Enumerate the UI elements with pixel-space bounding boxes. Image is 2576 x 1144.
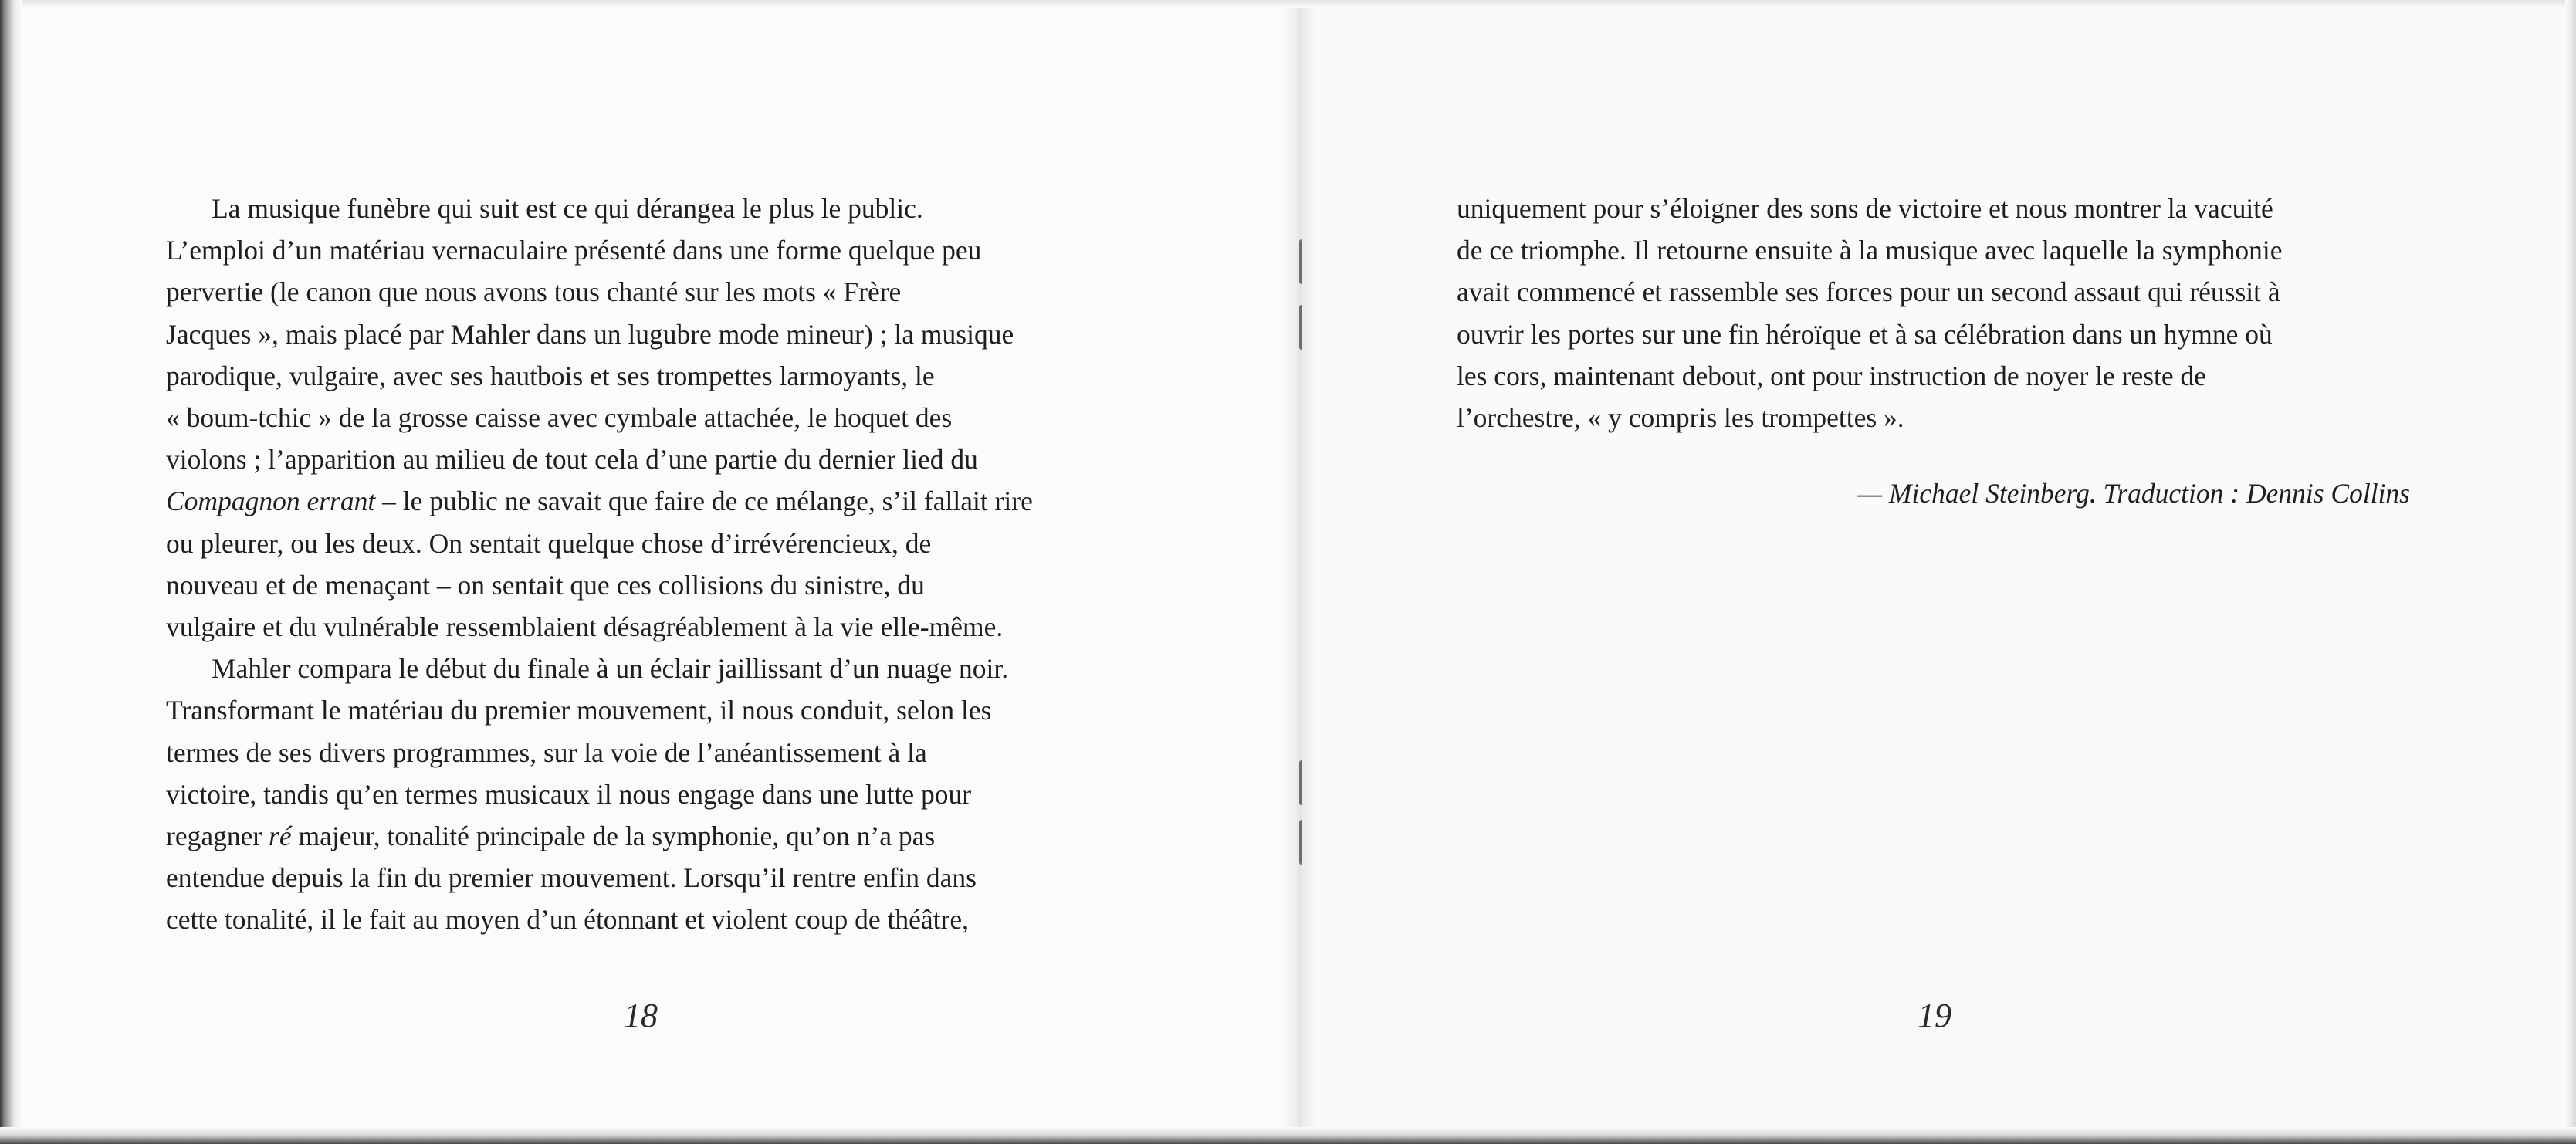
body-line: victoire, tandis qu’en termes musicaux il nous engage dans une lutte pour [166,778,972,810]
key-name: ré [269,821,292,852]
binding-gutter [1283,0,1317,1144]
scan-edge-top [0,0,2576,8]
body-line: pervertie (le canon que nous avons tous chanté sur les mots « Frère [166,276,902,308]
author-signature: — Michael Steinberg. Traduction : Dennis Collins [1857,478,2410,509]
right-page-body [1457,188,2460,438]
staple-top-lower [1299,305,1309,350]
body-line-start: regagner [166,821,262,852]
body-line: ouvrir les portes sur une fin héroïque et à sa célébration dans un hymne où [1457,318,2273,350]
body-line: vulgaire et du vulnérable ressemblaient désagréablement à la vie elle-même. [166,611,1004,643]
staple-top-upper [1299,239,1309,284]
body-line: uniquement pour s’éloigner des sons de victoire et nous montrer la vacuité [1457,193,2273,224]
body-line: parodique, vulgaire, avec ses hautbois et ses trompettes larmoyants, le [166,360,935,391]
body-line: avait commencé et rassemble ses forces pour un second assaut qui réussit à [1457,276,2280,308]
body-line: ou pleurer, ou les deux. On sentait quelque chose d’irrévérencieux, de [166,527,932,559]
body-line: L’emploi d’un matériau vernaculaire présenté dans une forme quelque peu [166,235,982,266]
right-page [1299,0,2576,1144]
body-line-with-key [166,815,1170,857]
left-page-body [166,188,1170,941]
scan-edge-bottom [0,1127,2576,1144]
body-line: La musique funèbre qui suit est ce qui dérangea le plus le public. [212,193,923,224]
body-line: Transformant le matériau du premier mouvement, il nous conduit, selon les [166,695,992,726]
body-line: entendue depuis la fin du premier mouvement. Lorsqu’il rentre enfin dans [166,862,977,894]
body-line: Jacques », mais placé par Mahler dans un lugubre mode mineur) ; la musique [166,318,1014,350]
body-line-with-title [166,480,1170,522]
body-line-rest: – le public ne savait que faire de ce mélange, s’il fallait rire [382,486,1033,517]
lied-title: Compagnon errant [166,486,376,517]
body-line: « boum-tchic » de la grosse caisse avec cymbale attachée, le hoquet des [166,402,953,434]
body-line: de ce triomphe. Il retourne ensuite à la musique avec laquelle la symphonie [1457,235,2283,266]
page-number-right: 19 [1918,997,1951,1034]
body-line: Mahler compara le début du finale à un éclair jaillissant d’un nuage noir. [212,653,1009,685]
scan-edge-left [0,0,22,1144]
body-line: termes de ses divers programmes, sur la voie de l’anéantissement à la [166,736,927,768]
body-line: cette tonalité, il le fait au moyen d’un étonnant et violent coup de théâtre, [166,904,969,936]
body-line-rest: majeur, tonalité principale de la symphonie, qu’on n’a pas [298,821,936,852]
staple-bottom-lower [1299,820,1309,865]
body-line: violons ; l’apparition au milieu de tout cela d’une partie du dernier lied du [166,444,978,476]
page-number-left: 18 [624,997,658,1034]
body-line: les cors, maintenant debout, ont pour instruction de noyer le reste de [1457,360,2207,391]
body-line: l’orchestre, « y compris les trompettes ». [1457,402,1904,434]
scan-edge-right [2565,0,2576,1144]
staple-bottom-upper [1299,760,1309,805]
body-line: nouveau et de menaçant – on sentait que ces collisions du sinistre, du [166,569,925,601]
